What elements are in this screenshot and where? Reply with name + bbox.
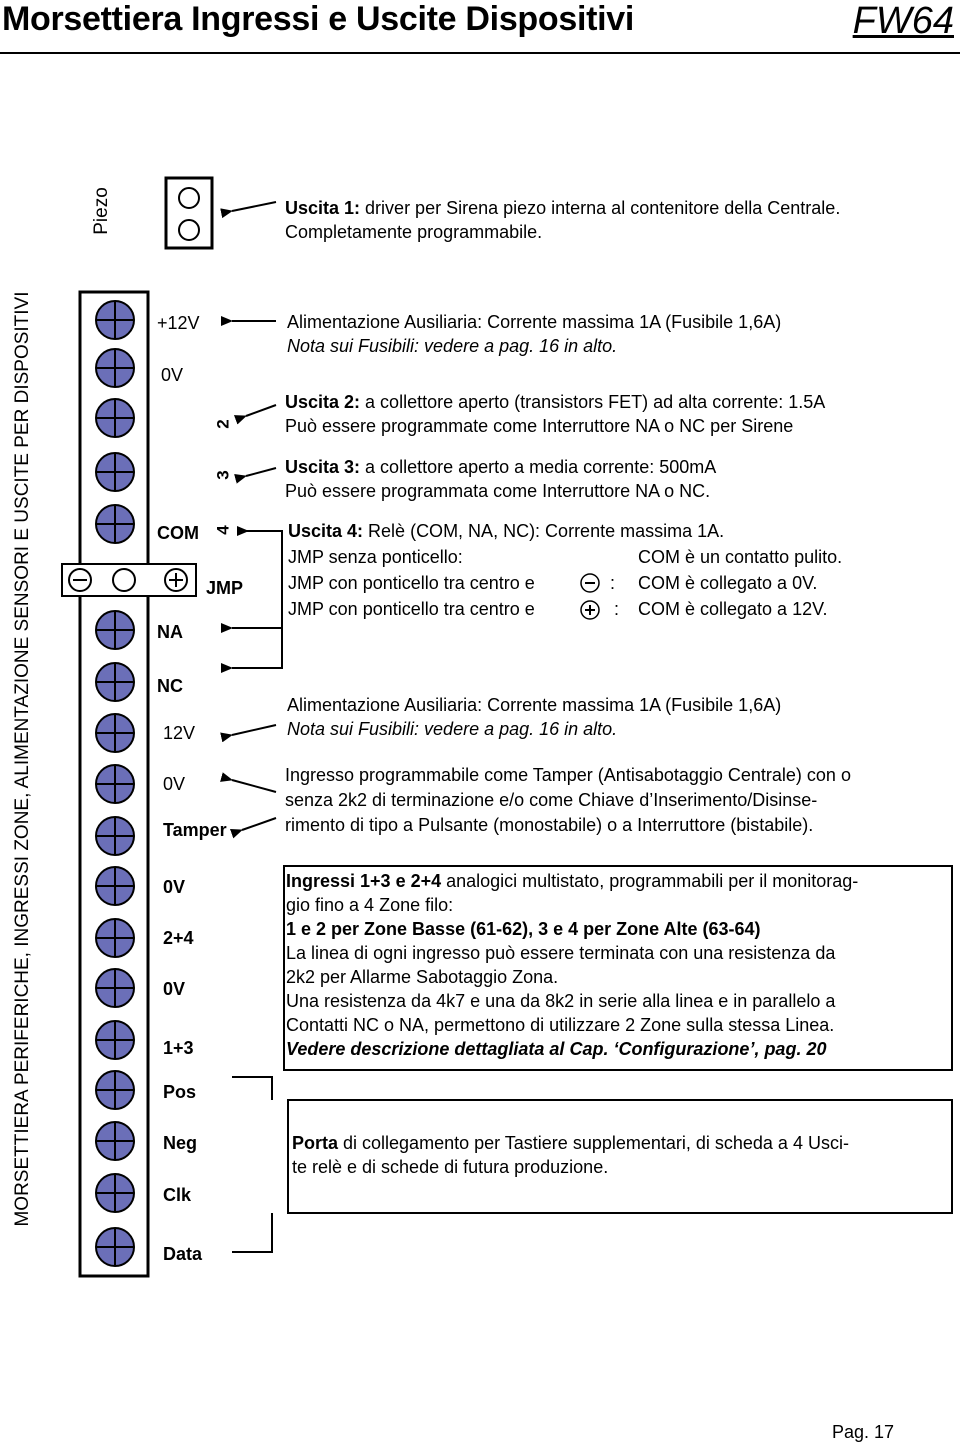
screw-terminal [96,505,134,543]
side-caption: MORSETTIERA PERIFERICHE, INGRESSI ZONE, ALIMENTAZIONE SENSORI E USCITE PER DISPOSITIVI [12,291,33,1227]
screw-terminal [96,1174,134,1212]
terminal-label-com: COM [157,523,199,543]
terminal-label-0v: 0V [161,365,184,385]
terminal-label-nc: NC [157,676,183,696]
terminal-label-plus12v: +12V [157,313,200,333]
screw-terminal [96,1071,134,1109]
plus-sign-icon [581,601,599,619]
terminal-label-neg: Neg [163,1133,198,1153]
connection-arrows [232,202,282,1252]
terminal-label-12v: 12V [163,723,196,743]
screw-terminal [96,349,134,387]
output-number-2: 2 [213,419,233,429]
jmp-note-2-result: COM è collegato a 0V. [638,573,818,593]
piezo-connector [166,178,212,248]
screw-terminal [96,714,134,752]
screw-terminal [96,611,134,649]
screw-terminal [96,399,134,437]
jmp-jumper [62,564,196,596]
piezo-caption: Piezo [91,187,112,235]
porta-description: Porta di collegamento per Tastiere supplementari, di scheda a 4 Usci- te relè e di schede di futura produzione. [292,1133,849,1177]
terminal-label-0v: 0V [163,979,186,999]
terminal-label-na: NA [157,622,183,642]
screw-terminal [96,1021,134,1059]
terminal-label-tamper: Tamper [163,820,227,840]
screw-terminal [96,817,134,855]
uscita4-description: Uscita 4: Relè (COM, NA, NC): Corrente massima 1A. [288,521,725,541]
terminal-label-zone13: 1+3 [163,1038,194,1058]
screw-terminal [96,969,134,1007]
terminal-label-data: Data [163,1244,203,1264]
uscita1-description: Uscita 1: driver per Sirena piezo interna al contenitore della Centrale. Completamente programmabile. [285,198,841,242]
minus-sign-icon [581,574,599,592]
output-number-3: 3 [213,470,233,480]
brand-logo: FW64 [852,0,954,42]
terminal-label-0v: 0V [163,877,186,897]
alimentazione-2-description: Alimentazione Ausiliaria: Corrente massima 1A (Fusibile 1,6A) Nota sui Fusibili: vedere a pag. 16 in alto. [287,695,782,739]
screw-terminal [96,765,134,803]
screw-terminal [96,301,134,339]
jmp-note-3-result: COM è collegato a 12V. [638,599,828,619]
tamper-description: Ingresso programmabile come Tamper (Antisabotaggio Centrale) con o senza 2k2 di terminazione e/o come Chiave d’Inserimento/Disinse- rimento di tipo a Pulsante (monostabile) o a Interruttore (bistabile). [285,765,851,835]
jmp-note-3: JMP con ponticello tra centro e [288,599,535,619]
jmp-note-1-result: COM è un contatto pulito. [638,547,843,567]
page-title: Morsettiera Ingressi e Uscite Dispositivi [2,0,635,38]
jmp-note-2: JMP con ponticello tra centro e [288,573,535,593]
screw-terminal [96,663,134,701]
output-number-4: 4 [213,525,233,535]
terminal-label-pos: Pos [163,1082,197,1102]
screw-terminal [96,453,134,491]
page-number: Pag. 17 [832,1422,895,1442]
uscita3-description: Uscita 3: a collettore aperto a media corrente: 500mA Può essere programmata come Interruttore NA o NC. [285,457,717,501]
jmp-note-2-separator: : [610,573,616,593]
screw-terminal [96,1122,134,1160]
ingressi-description: Ingressi 1+3 e 2+4 analogici multistato, programmabili per il monitorag- gio fino a 4 Zone filo: 1 e 2 per Zone Basse (61-62), 3 e 4 per Zone Alte (63-64) La linea di ogni ingresso può essere terminata con una resistenza da 2k2 per Allarme Sabotaggio Zona. Una resistenza da 4k7 e una da 8k2 in serie alla linea e in parallelo a Contatti NC o NA, permettono di utilizzare 2 Zone sulla stessa Linea. Vedere descrizione dettagliata al Cap. ‘Configurazione’, pag. 20 [286,871,859,1059]
terminal-label-0v: 0V [163,774,186,794]
screw-terminal [96,867,134,905]
terminal-label-zone24: 2+4 [163,928,194,948]
alimentazione-1-description: Alimentazione Ausiliaria: Corrente massima 1A (Fusibile 1,6A) Nota sui Fusibili: vedere a pag. 16 in alto. [287,312,782,356]
jmp-note-1: JMP senza ponticello: [288,547,463,567]
terminal-label-clk: Clk [163,1185,192,1205]
uscita2-description: Uscita 2: a collettore aperto (transistors FET) ad alta corrente: 1.5A Può essere programmate come Interruttore NA o NC per Sirene [285,392,826,436]
jmp-label: JMP [206,578,244,598]
screw-terminal [96,919,134,957]
jmp-note-3-separator: : [614,599,620,619]
screw-terminal [96,1228,134,1266]
